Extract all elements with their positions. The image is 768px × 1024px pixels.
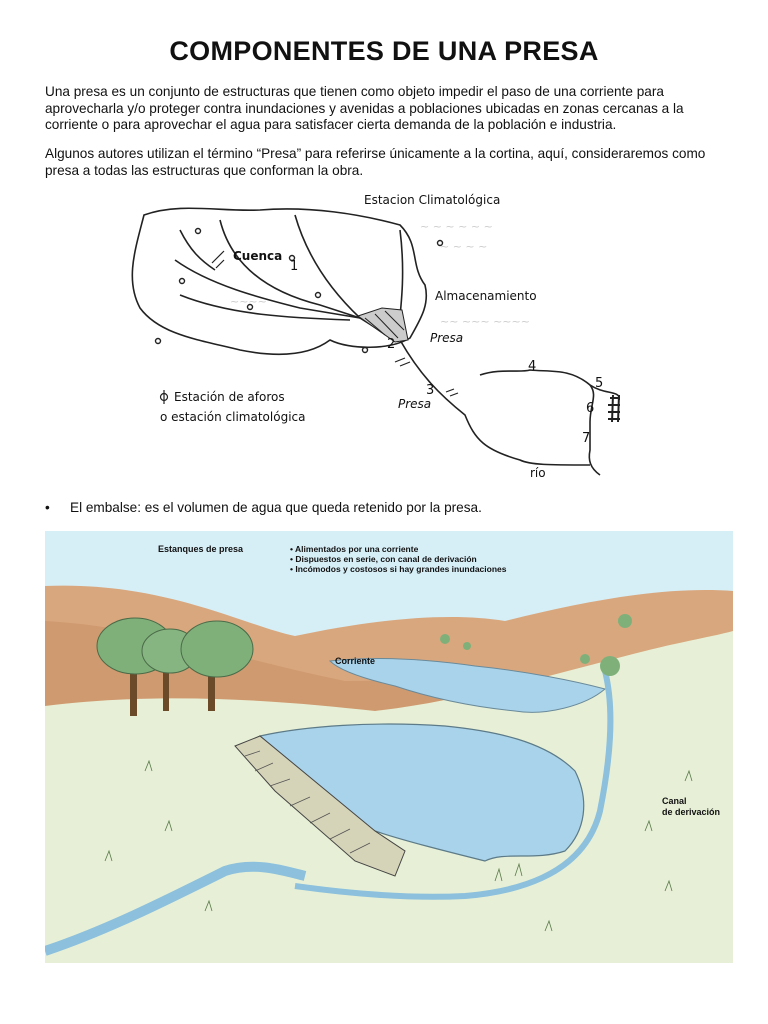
bullet-dot: • [45,500,50,515]
scene-point: • Alimentados por una corriente [290,544,419,554]
scene-point: • Incómodos y costosos si hay grandes inundaciones [290,564,507,574]
canal-label-2: de derivación [662,807,721,817]
map-number: 3 [426,383,435,398]
svg-text:~~~~: ~~~~ [230,295,267,308]
map-number: 5 [595,376,604,391]
map-number: 7 [582,431,591,446]
svg-text:~ ~ ~ ~: ~ ~ ~ ~ [440,240,488,253]
catchment-diagram [120,190,620,482]
map-number: 1 [290,259,299,274]
page-title: COMPONENTES DE UNA PRESA [169,36,599,66]
svg-text:~~ ~~~ ~~~~: ~~ ~~~ ~~~~ [440,315,530,328]
canal-label-1: Canal [662,796,687,806]
presa-label-upper: Presa [430,331,464,345]
corriente-label: Corriente [335,656,376,666]
svg-text:~ ~ ~ ~ ~ ~: ~ ~ ~ ~ ~ ~ [420,220,493,233]
map-number: 6 [586,401,595,416]
rio-label: río [530,466,546,480]
legend-line-1: Estación de aforos [174,390,285,404]
scene-heading: Estanques de presa [158,544,244,554]
cuenca-label: Cuenca [233,249,283,263]
embalse-text: El embalse: es el volumen de agua que queda retenido por la presa. [70,500,482,515]
intro-paragraph: Una presa es un conjunto de estructuras que tienen como objeto impedir el paso de una corriente para aprovecharla y/o proteger contra inundaciones y avenidas a poblaciones ubicadas en zonas cercanas a la corriente o para aprovechar el agua para satisfacer cierta demanda de la población e industria. [45,84,684,132]
map-number: 2 [387,337,396,352]
definition-paragraph: Algunos autores utilizan el término “Presa” para referirse únicamente a la cortina, aquí, consideraremos como presa a todas las estructuras que conforman la obra. [45,146,706,178]
almacenamiento-label: Almacenamiento [435,289,537,303]
presa-label-lower: Presa [398,397,432,411]
legend-line-2: o estación climatológica [160,410,306,424]
scene-point: • Dispuestos en serie, con canal de derivación [290,554,477,564]
dam-ponds-illustration [45,531,733,963]
station-label: Estacion Climatológica [364,193,501,207]
map-number: 4 [528,359,537,374]
